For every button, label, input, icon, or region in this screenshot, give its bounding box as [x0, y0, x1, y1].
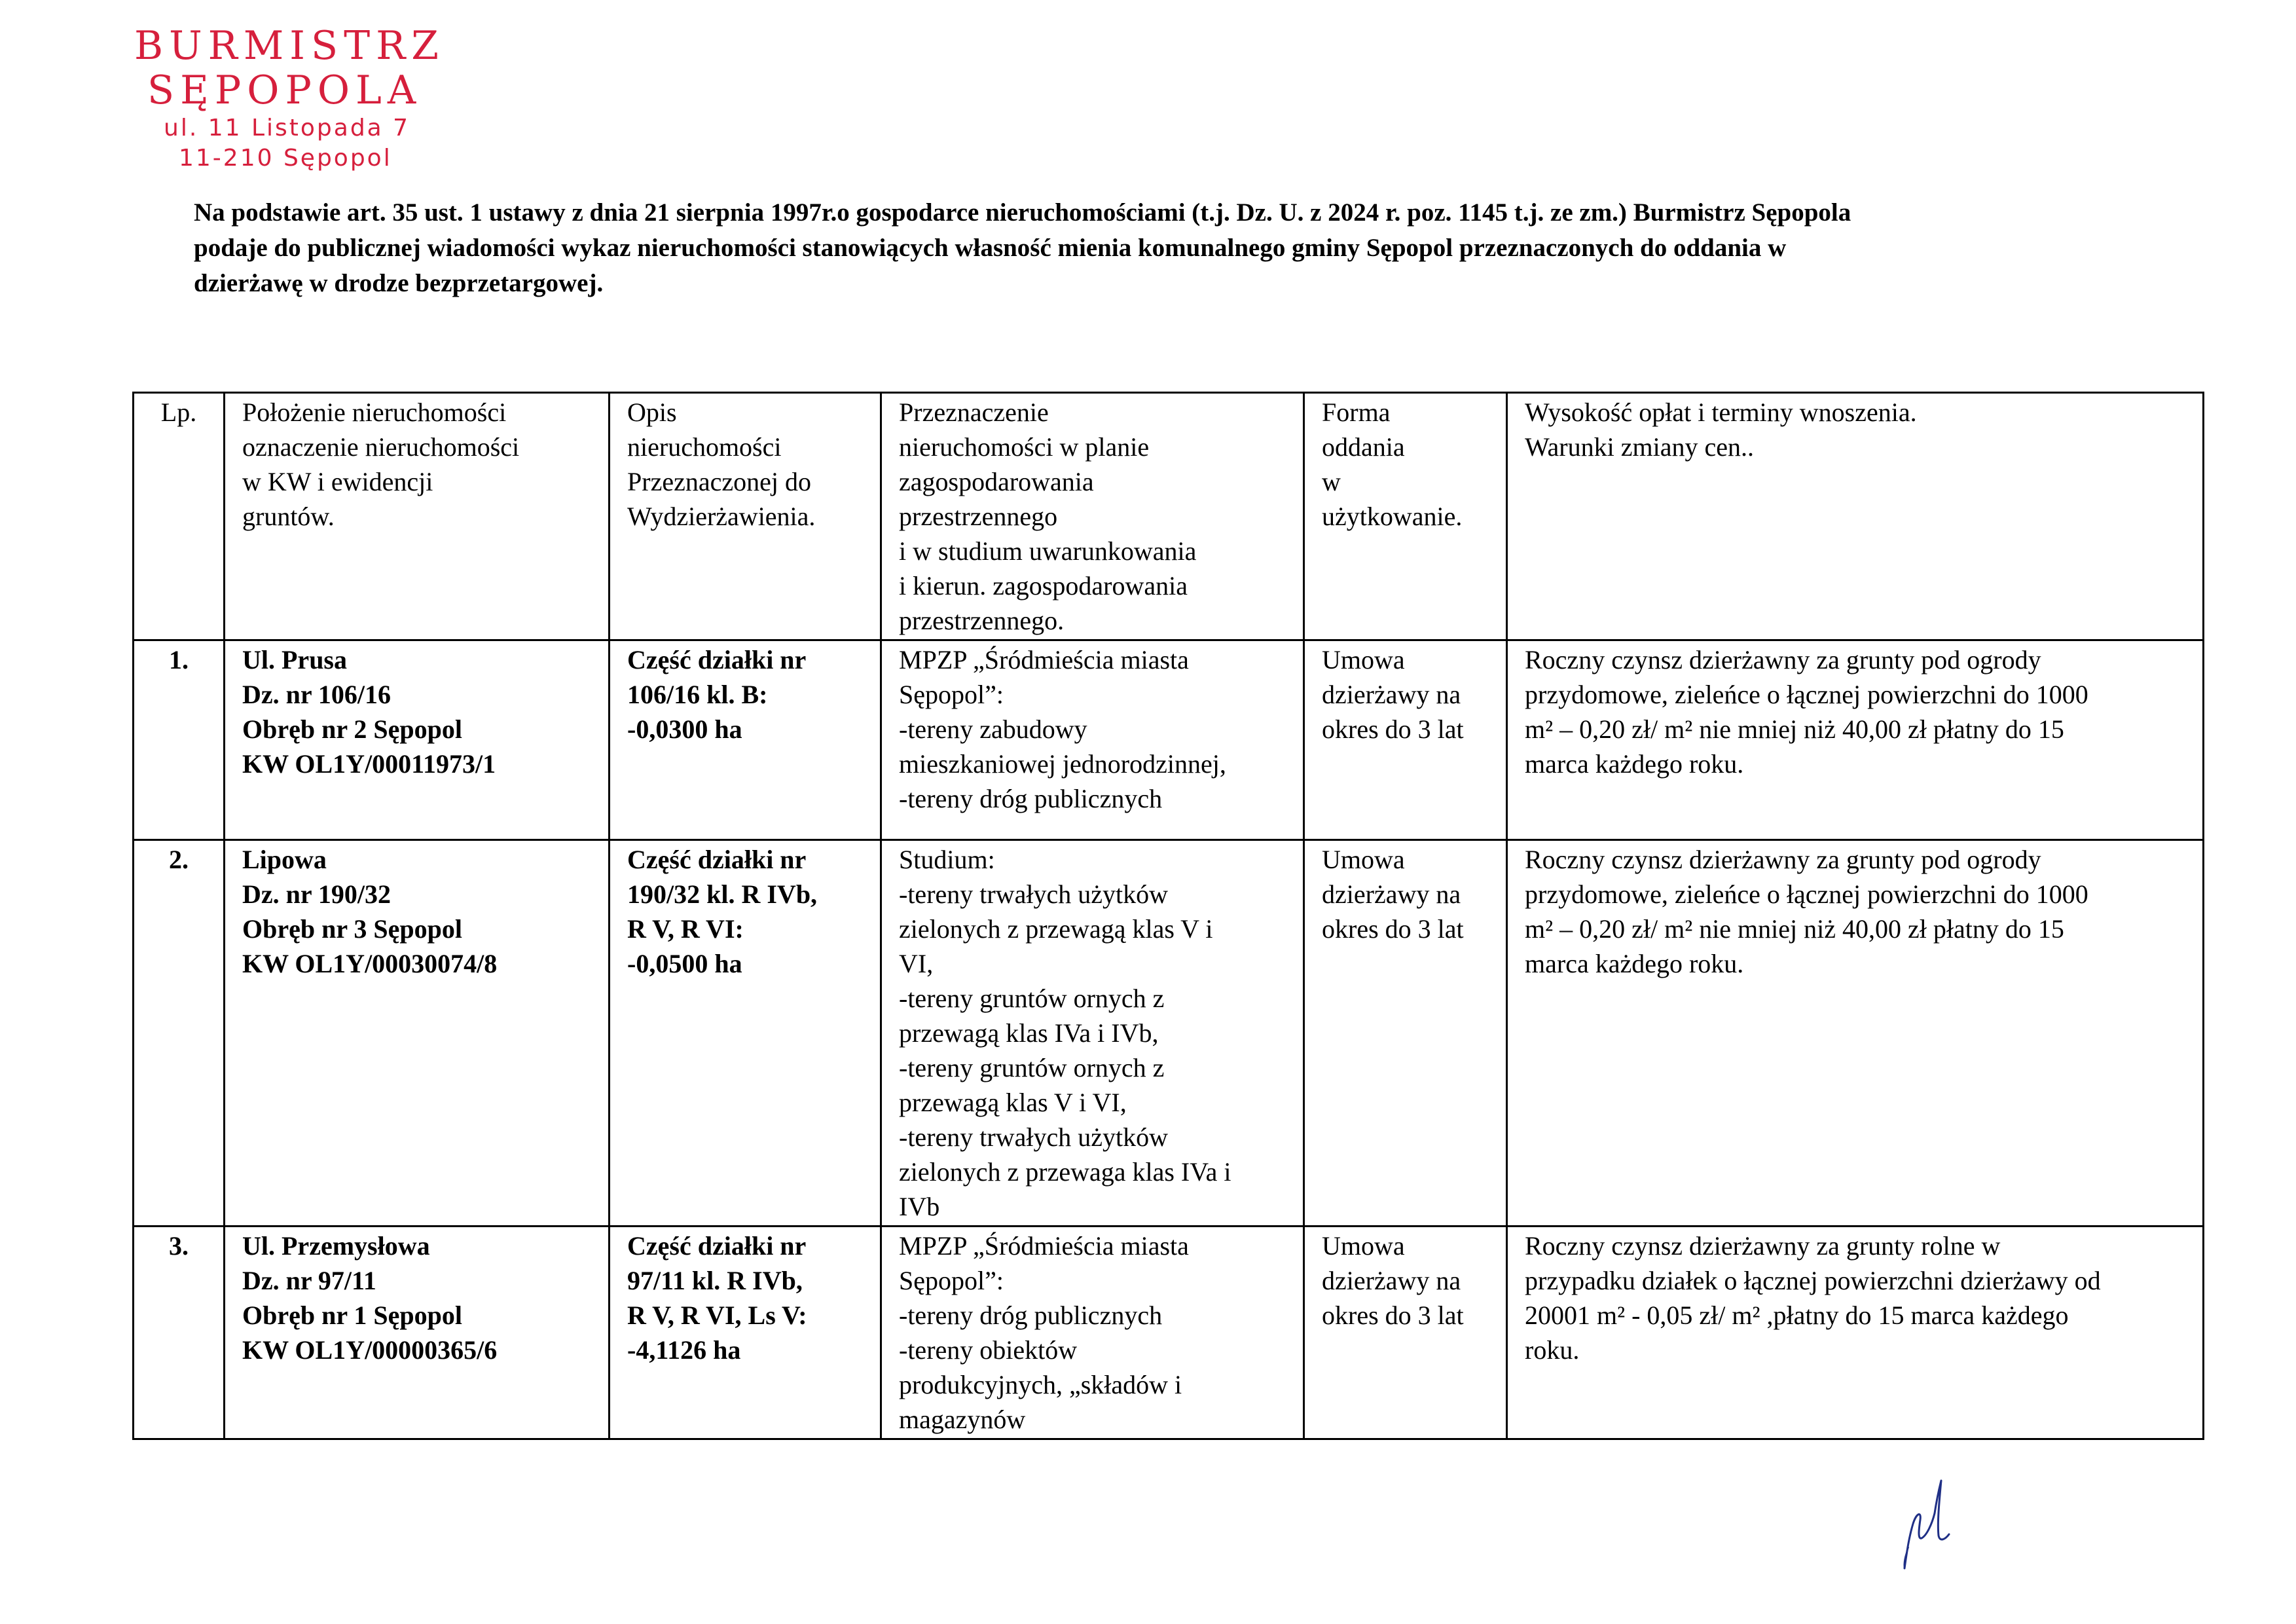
table-row	[134, 640, 2204, 840]
row-description	[610, 1227, 881, 1439]
cell-line: Umowa	[1322, 645, 1405, 674]
cell-line: Opis	[627, 397, 677, 427]
row-lp: 3.	[134, 1227, 225, 1439]
cell-line: przypadku działek o łącznej powierzchni dzierżawy od	[1525, 1266, 2101, 1295]
stamp-address-2: 11-210 Sępopol	[179, 145, 392, 172]
cell-line: Obręb nr 3 Sępopol	[242, 914, 462, 944]
header-location	[225, 393, 610, 640]
cell-line: w	[1322, 467, 1341, 496]
table-row	[134, 1227, 2204, 1439]
cell-line: produkcyjnych, „składów i	[899, 1370, 1182, 1399]
cell-line: -0,0500 ha	[627, 949, 742, 978]
cell-line: -tereny trwałych użytków	[899, 879, 1168, 909]
cell-line: nieruchomości w planie	[899, 432, 1150, 462]
cell-line: R V, R VI, Ls V:	[627, 1301, 807, 1330]
cell-line: -tereny zabudowy	[899, 714, 1087, 744]
row-purpose	[881, 840, 1304, 1227]
cell-line: KW OL1Y/00011973/1	[242, 749, 496, 779]
cell-line: użytkowanie.	[1322, 502, 1463, 531]
cell-line: -tereny gruntów ornych z	[899, 984, 1165, 1013]
cell-line: dzierżawy na	[1322, 1266, 1461, 1295]
cell-line: Studium:	[899, 845, 995, 874]
row-lp: 1.	[134, 640, 225, 840]
cell-line: dzierżawy na	[1322, 879, 1461, 909]
row-description	[610, 640, 881, 840]
stamp-line-1: BURMISTRZ	[134, 23, 445, 69]
cell-line: Umowa	[1322, 1231, 1405, 1261]
signature-initials	[1895, 1477, 1961, 1575]
cell-line: Obręb nr 2 Sępopol	[242, 714, 462, 744]
cell-line: okres do 3 lat	[1322, 914, 1464, 944]
cell-line: okres do 3 lat	[1322, 1301, 1464, 1330]
cell-line: VI,	[899, 949, 934, 978]
cell-line: mieszkaniowej jednorodzinnej,	[899, 749, 1226, 779]
intro-line-1: Na podstawie art. 35 ust. 1 ustawy z dnia 21 sierpnia 1997r.o gospodarce nieruchomościami (t.j. Dz. U. z 2024 r. poz. 1145 t.j. ze zm.) Burmistrz Sępopola	[194, 198, 1851, 227]
header-form	[1304, 393, 1507, 640]
intro-line-2: podaje do publicznej wiadomości wykaz nieruchomości stanowiących własność mienia komunalnego gminy Sępopol przeznaczonych do oddania w	[194, 234, 1787, 262]
cell-line: m² – 0,20 zł/ m² nie mniej niż 40,00 zł płatny do 15	[1525, 914, 2064, 944]
cell-line: -tereny gruntów ornych z	[899, 1053, 1165, 1082]
cell-line: oznaczenie nieruchomości	[242, 432, 520, 462]
intro-paragraph	[194, 195, 2119, 301]
stamp-line-2: SĘPOPOLA	[147, 67, 422, 113]
cell-line: zagospodarowania	[899, 467, 1094, 496]
row-location	[225, 1227, 610, 1439]
cell-line: KW OL1Y/00000365/6	[242, 1335, 498, 1365]
cell-line: magazynów	[899, 1405, 1026, 1434]
cell-line: 20001 m² - 0,05 zł/ m² ,płatny do 15 marca każdego	[1525, 1301, 2069, 1330]
cell-line: Przeznaczenie	[899, 397, 1049, 427]
row-description	[610, 840, 881, 1227]
cell-line: -4,1126 ha	[627, 1335, 741, 1365]
cell-line: Umowa	[1322, 845, 1405, 874]
cell-line: Roczny czynsz dzierżawny za grunty pod ogrody	[1525, 645, 2041, 674]
cell-line: MPZP „Śródmieścia miasta	[899, 645, 1189, 674]
row-location	[225, 640, 610, 840]
cell-line: Obręb nr 1 Sępopol	[242, 1301, 462, 1330]
cell-line: Roczny czynsz dzierżawny za grunty rolne w	[1525, 1231, 2001, 1261]
cell-line: Roczny czynsz dzierżawny za grunty pod ogrody	[1525, 845, 2041, 874]
cell-line: Wydzierżawienia.	[627, 502, 816, 531]
cell-line: 97/11 kl. R IVb,	[627, 1266, 803, 1295]
table-header-row	[134, 393, 2204, 640]
cell-line: -tereny obiektów	[899, 1335, 1078, 1365]
cell-line: zielonych z przewagą klas V i	[899, 914, 1213, 944]
cell-line: Wysokość opłat i terminy wnoszenia.	[1525, 397, 1917, 427]
cell-line: okres do 3 lat	[1322, 714, 1464, 744]
cell-line: IVb	[899, 1192, 940, 1221]
cell-line: przewagą klas V i VI,	[899, 1088, 1127, 1117]
cell-line: przydomowe, zieleńce o łącznej powierzchni do 1000	[1525, 680, 2088, 709]
table-row	[134, 840, 2204, 1227]
cell-line: i kierun. zagospodarowania	[899, 571, 1188, 600]
row-location	[225, 840, 610, 1227]
header-fees	[1507, 393, 2204, 640]
cell-line: roku.	[1525, 1335, 1580, 1365]
intro-line-3: dzierżawę w drodze bezprzetargowej.	[194, 269, 604, 297]
cell-line: przydomowe, zieleńce o łącznej powierzchni do 1000	[1525, 879, 2088, 909]
cell-line: Lipowa	[242, 845, 327, 874]
cell-line: w KW i ewidencji	[242, 467, 433, 496]
cell-line: MPZP „Śródmieścia miasta	[899, 1231, 1189, 1261]
cell-line: R V, R VI:	[627, 914, 744, 944]
cell-line: oddania	[1322, 432, 1405, 462]
cell-line: Ul. Prusa	[242, 645, 347, 674]
cell-line: nieruchomości	[627, 432, 782, 462]
row-form	[1304, 840, 1507, 1227]
cell-line: Część działki nr	[627, 645, 807, 674]
cell-line: gruntów.	[242, 502, 335, 531]
cell-line: marca każdego roku.	[1525, 949, 1744, 978]
property-list-table	[132, 392, 2204, 1440]
cell-line: m² – 0,20 zł/ m² nie mniej niż 40,00 zł płatny do 15	[1525, 714, 2064, 744]
cell-line: 190/32 kl. R IVb,	[627, 879, 818, 909]
cell-line: Forma	[1322, 397, 1391, 427]
cell-line: marca każdego roku.	[1525, 749, 1744, 779]
cell-line: 106/16 kl. B:	[627, 680, 768, 709]
row-form	[1304, 640, 1507, 840]
cell-line: Dz. nr 190/32	[242, 879, 392, 909]
row-lp: 2.	[134, 840, 225, 1227]
row-purpose	[881, 1227, 1304, 1439]
cell-line: i w studium uwarunkowania	[899, 536, 1197, 566]
cell-line: -tereny dróg publicznych	[899, 1301, 1163, 1330]
cell-line: KW OL1Y/00030074/8	[242, 949, 498, 978]
cell-line: Część działki nr	[627, 845, 807, 874]
cell-line: -tereny dróg publicznych	[899, 784, 1163, 813]
row-form	[1304, 1227, 1507, 1439]
cell-line: zielonych z przewaga klas IVa i	[899, 1157, 1231, 1187]
row-fees	[1507, 840, 2204, 1227]
header-purpose	[881, 393, 1304, 640]
header-description	[610, 393, 881, 640]
cell-line: Przeznaczonej do	[627, 467, 811, 496]
cell-line: Ul. Przemysłowa	[242, 1231, 430, 1261]
cell-line: -tereny trwałych użytków	[899, 1122, 1168, 1152]
stamp-address-1: ul. 11 Listopada 7	[164, 115, 410, 141]
cell-line: Dz. nr 97/11	[242, 1266, 376, 1295]
cell-line: przestrzennego	[899, 502, 1058, 531]
row-purpose	[881, 640, 1304, 840]
header-lp: Lp.	[134, 393, 225, 640]
cell-line: Część działki nr	[627, 1231, 807, 1261]
cell-line: Sępopol”:	[899, 680, 1004, 709]
cell-line: -0,0300 ha	[627, 714, 742, 744]
cell-line: dzierżawy na	[1322, 680, 1461, 709]
cell-line: przewagą klas IVa i IVb,	[899, 1018, 1159, 1048]
row-fees	[1507, 1227, 2204, 1439]
cell-line: Warunki zmiany cen..	[1525, 432, 1754, 462]
cell-line: przestrzennego.	[899, 606, 1065, 635]
cell-line: Dz. nr 106/16	[242, 680, 392, 709]
cell-line: Sępopol”:	[899, 1266, 1004, 1295]
cell-line: Położenie nieruchomości	[242, 397, 507, 427]
row-fees	[1507, 640, 2204, 840]
